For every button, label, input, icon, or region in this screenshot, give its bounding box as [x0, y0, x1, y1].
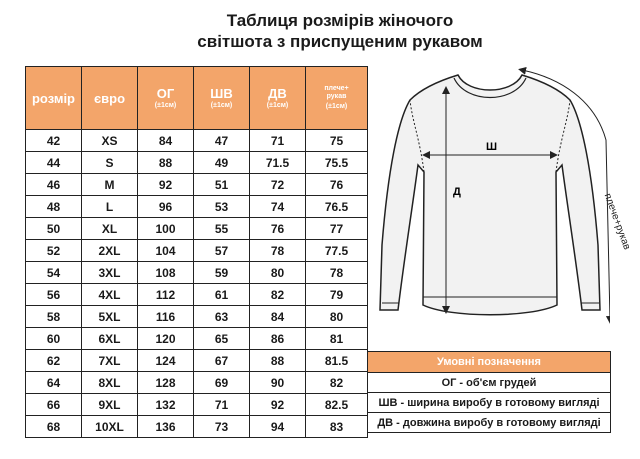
shoulder-sleeve-cell: 82.5: [306, 394, 368, 416]
sleeve-label: плече+рукав: [601, 192, 633, 252]
shoulder-sleeve-cell: 75: [306, 130, 368, 152]
euro-cell: 6XL: [82, 328, 138, 350]
width-cell: 47: [194, 130, 250, 152]
size-table: [25, 66, 368, 438]
length-cell: 86: [250, 328, 306, 350]
table-row: [26, 152, 368, 174]
table-row: [26, 130, 368, 152]
chest-cell: 88: [138, 152, 194, 174]
length-cell: 71: [250, 130, 306, 152]
table-row: [26, 240, 368, 262]
length-cell: 76: [250, 218, 306, 240]
width-cell: 49: [194, 152, 250, 174]
size-cell: 66: [26, 394, 82, 416]
table-row: [26, 350, 368, 372]
table-row: [26, 284, 368, 306]
size-cell: 64: [26, 372, 82, 394]
header-chest: ОГ (±1см): [138, 67, 194, 130]
size-cell: 56: [26, 284, 82, 306]
chest-cell: 120: [138, 328, 194, 350]
table-row: [26, 328, 368, 350]
width-cell: 51: [194, 174, 250, 196]
width-cell: 69: [194, 372, 250, 394]
euro-cell: 4XL: [82, 284, 138, 306]
euro-cell: 8XL: [82, 372, 138, 394]
shoulder-sleeve-cell: 80: [306, 306, 368, 328]
size-cell: 54: [26, 262, 82, 284]
length-cell: 88: [250, 350, 306, 372]
width-cell: 73: [194, 416, 250, 438]
chest-cell: 104: [138, 240, 194, 262]
shoulder-sleeve-cell: 82: [306, 372, 368, 394]
legend-table: [367, 351, 611, 433]
euro-cell: M: [82, 174, 138, 196]
euro-cell: 9XL: [82, 394, 138, 416]
length-cell: 72: [250, 174, 306, 196]
length-cell: 74: [250, 196, 306, 218]
euro-cell: 2XL: [82, 240, 138, 262]
size-cell: 62: [26, 350, 82, 372]
shoulder-sleeve-cell: 78: [306, 262, 368, 284]
chest-cell: 108: [138, 262, 194, 284]
length-cell: 71.5: [250, 152, 306, 174]
chest-cell: 132: [138, 394, 194, 416]
shoulder-sleeve-cell: 75.5: [306, 152, 368, 174]
length-cell: 84: [250, 306, 306, 328]
width-cell: 65: [194, 328, 250, 350]
chest-cell: 116: [138, 306, 194, 328]
chest-cell: 92: [138, 174, 194, 196]
shoulder-sleeve-cell: 76.5: [306, 196, 368, 218]
sweatshirt-diagram: [370, 60, 610, 340]
header-size: розмір: [26, 67, 82, 130]
size-cell: 44: [26, 152, 82, 174]
table-row: [26, 394, 368, 416]
size-table-body: [26, 130, 368, 438]
shoulder-sleeve-cell: 77.5: [306, 240, 368, 262]
table-row: [26, 218, 368, 240]
length-cell: 80: [250, 262, 306, 284]
shoulder-sleeve-cell: 81.5: [306, 350, 368, 372]
length-cell: 78: [250, 240, 306, 262]
length-cell: 94: [250, 416, 306, 438]
width-cell: 63: [194, 306, 250, 328]
size-cell: 58: [26, 306, 82, 328]
chest-cell: 124: [138, 350, 194, 372]
length-cell: 92: [250, 394, 306, 416]
size-cell: 52: [26, 240, 82, 262]
euro-cell: 3XL: [82, 262, 138, 284]
chest-cell: 100: [138, 218, 194, 240]
size-cell: 48: [26, 196, 82, 218]
legend-item-width: ШВ - ширина виробу в готовому вигляді: [368, 393, 611, 413]
title-line-2: світшота з приспущеним рукавом: [197, 32, 483, 51]
chest-cell: 112: [138, 284, 194, 306]
euro-cell: XL: [82, 218, 138, 240]
size-cell: 60: [26, 328, 82, 350]
width-cell: 55: [194, 218, 250, 240]
size-cell: 68: [26, 416, 82, 438]
euro-cell: L: [82, 196, 138, 218]
header-length: ДВ (±1см): [250, 67, 306, 130]
chest-cell: 136: [138, 416, 194, 438]
sweatshirt-icon: [380, 75, 600, 315]
shoulder-sleeve-cell: 77: [306, 218, 368, 240]
chest-cell: 96: [138, 196, 194, 218]
legend-title: Умовні позначення: [368, 352, 611, 373]
width-cell: 57: [194, 240, 250, 262]
table-row: [26, 306, 368, 328]
table-row: [26, 372, 368, 394]
size-cell: 50: [26, 218, 82, 240]
euro-cell: 10XL: [82, 416, 138, 438]
length-cell: 90: [250, 372, 306, 394]
header-width: ШВ (±1см): [194, 67, 250, 130]
size-cell: 46: [26, 174, 82, 196]
shoulder-sleeve-cell: 79: [306, 284, 368, 306]
title-line-1: Таблиця розмірів жіночого: [226, 11, 454, 30]
size-cell: 42: [26, 130, 82, 152]
width-cell: 59: [194, 262, 250, 284]
size-table-header: [26, 67, 368, 130]
width-cell: 71: [194, 394, 250, 416]
width-cell: 61: [194, 284, 250, 306]
page-title: [140, 10, 540, 52]
chest-cell: 128: [138, 372, 194, 394]
header-shoulder-sleeve: плече+ рукав (±1см): [306, 67, 368, 130]
width-label: Ш: [486, 141, 498, 153]
euro-cell: XS: [82, 130, 138, 152]
table-row: [26, 174, 368, 196]
euro-cell: 5XL: [82, 306, 138, 328]
shoulder-sleeve-cell: 76: [306, 174, 368, 196]
header-euro: євро: [82, 67, 138, 130]
shoulder-sleeve-cell: 83: [306, 416, 368, 438]
width-cell: 53: [194, 196, 250, 218]
length-label: Д: [453, 186, 461, 198]
euro-cell: S: [82, 152, 138, 174]
length-cell: 82: [250, 284, 306, 306]
table-row: [26, 416, 368, 438]
shoulder-sleeve-cell: 81: [306, 328, 368, 350]
table-row: [26, 262, 368, 284]
legend-item-length: ДВ - довжина виробу в готовому вигляді: [368, 413, 611, 433]
chest-cell: 84: [138, 130, 194, 152]
legend-item-chest: ОГ - об'єм грудей: [368, 373, 611, 393]
euro-cell: 7XL: [82, 350, 138, 372]
width-cell: 67: [194, 350, 250, 372]
table-row: [26, 196, 368, 218]
